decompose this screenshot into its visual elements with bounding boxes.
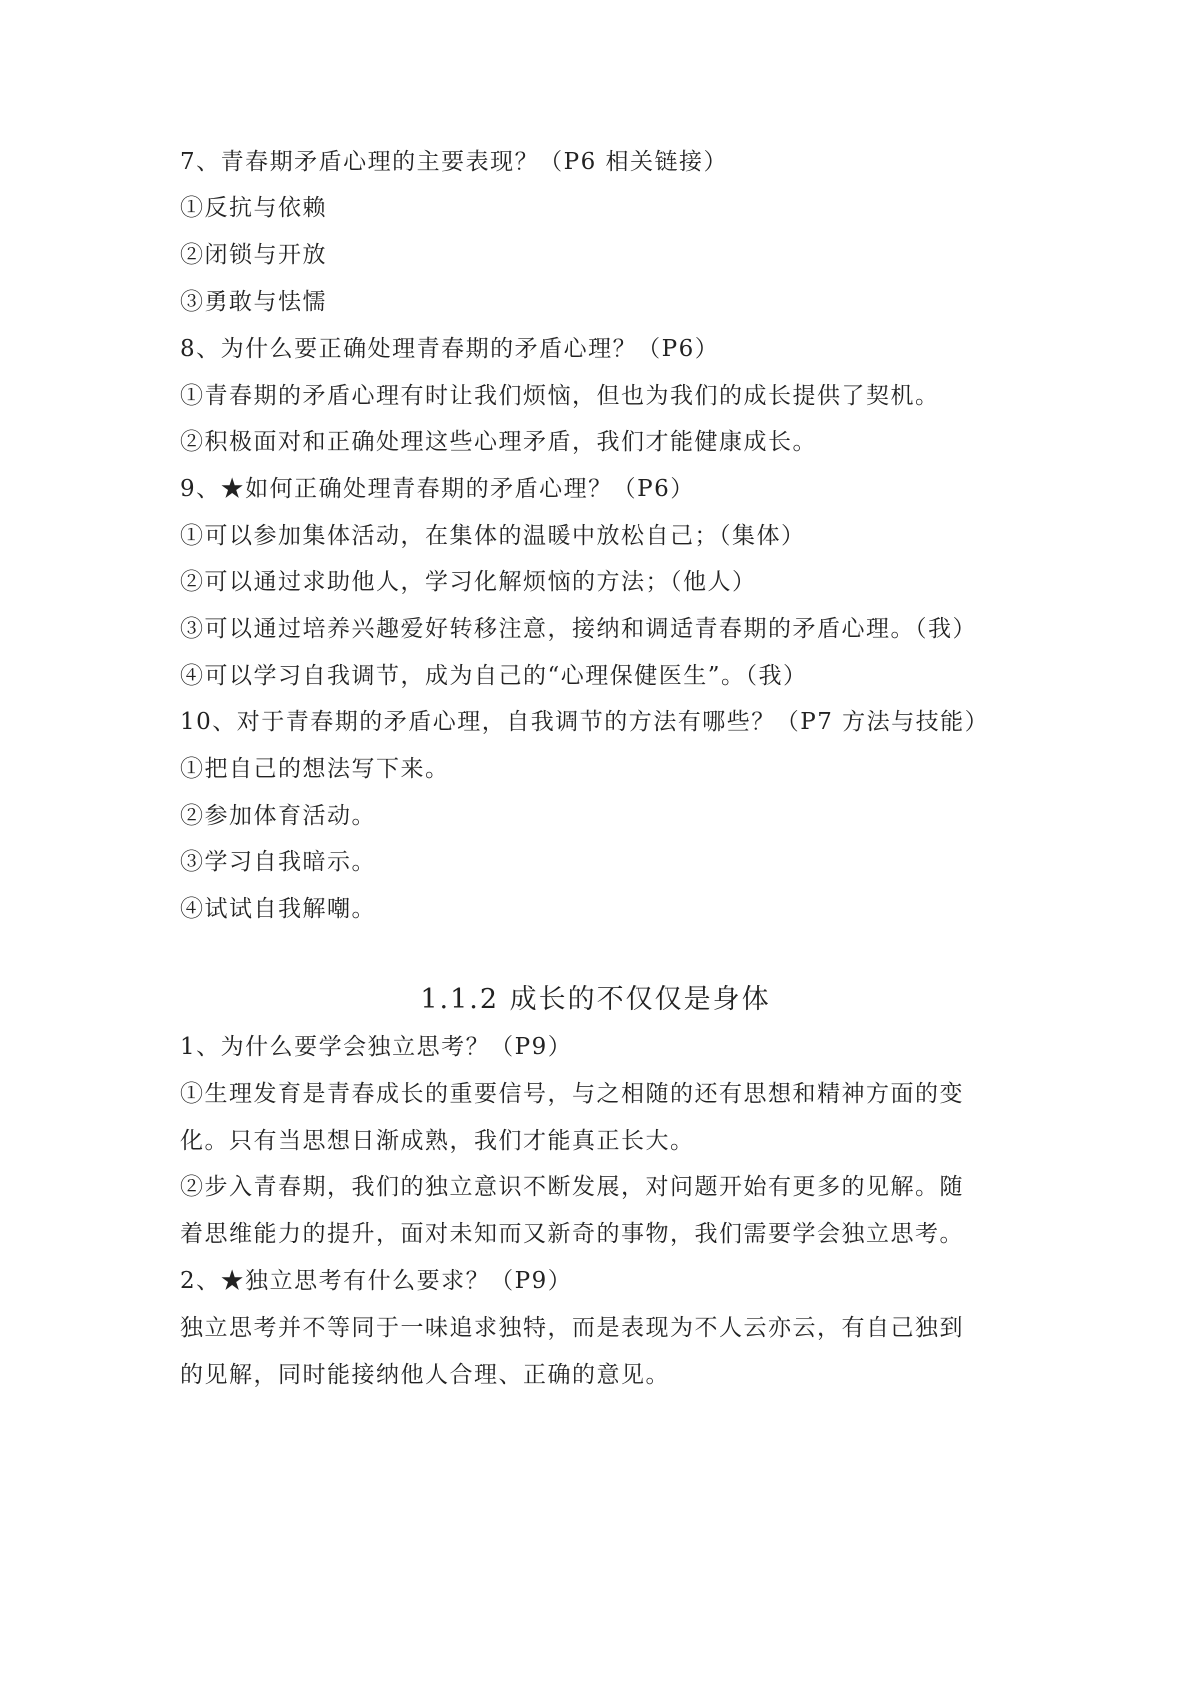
- section2-answer-1-line-4: 着思维能力的提升，面对未知而又新奇的事物，我们需要学会独立思考。: [180, 1221, 964, 1247]
- section2-answer-2-line-2: 的见解，同时能接纳他人合理、正确的意见。: [180, 1362, 670, 1388]
- answer-10-2: ②参加体育活动。: [180, 803, 376, 829]
- section2-answer-2-line-1: 独立思考并不等同于一味追求独特，而是表现为不人云亦云，有自己独到: [180, 1315, 964, 1341]
- question-9: 9、★如何正确处理青春期的矛盾心理？（P6）: [180, 476, 695, 502]
- section-heading: 1.1.2 成长的不仅仅是身体: [420, 984, 771, 1015]
- section2-answer-1-line-2: 化。只有当思想日渐成熟，我们才能真正长大。: [180, 1128, 695, 1154]
- answer-10-4: ④试试自我解嘲。: [180, 896, 376, 922]
- question-8: 8、为什么要正确处理青春期的矛盾心理？（P6）: [180, 336, 720, 362]
- question-7: 7、青春期矛盾心理的主要表现？（P6 相关链接）: [180, 149, 729, 175]
- section2-question-2: 2、★独立思考有什么要求？（P9）: [180, 1268, 573, 1294]
- answer-7-1: ①反抗与依赖: [180, 195, 327, 221]
- section2-answer-1-line-3: ②步入青春期，我们的独立意识不断发展，对问题开始有更多的见解。随: [180, 1174, 964, 1200]
- answer-8-2: ②积极面对和正确处理这些心理矛盾，我们才能健康成长。: [180, 429, 817, 455]
- answer-10-3: ③学习自我暗示。: [180, 849, 376, 875]
- answer-9-2: ②可以通过求助他人，学习化解烦恼的方法；（他人）: [180, 569, 757, 595]
- section2-question-1: 1、为什么要学会独立思考？（P9）: [180, 1034, 573, 1060]
- section2-answer-1-line-1: ①生理发育是青春成长的重要信号，与之相随的还有思想和精神方面的变: [180, 1081, 964, 1107]
- answer-9-3: ③可以通过培养兴趣爱好转移注意，接纳和调适青春期的矛盾心理。（我）: [180, 616, 977, 642]
- answer-9-1: ①可以参加集体活动，在集体的温暖中放松自己；（集体）: [180, 523, 806, 549]
- answer-8-1: ①青春期的矛盾心理有时让我们烦恼，但也为我们的成长提供了契机。: [180, 383, 940, 409]
- answer-7-3: ③勇敢与怯懦: [180, 289, 327, 315]
- answer-9-4: ④可以学习自我调节，成为自己的“心理保健医生”。（我）: [180, 663, 808, 689]
- answer-10-1: ①把自己的想法写下来。: [180, 756, 450, 782]
- answer-7-2: ②闭锁与开放: [180, 242, 327, 268]
- question-10: 10、对于青春期的矛盾心理，自我调节的方法有哪些？（P7 方法与技能）: [180, 709, 990, 735]
